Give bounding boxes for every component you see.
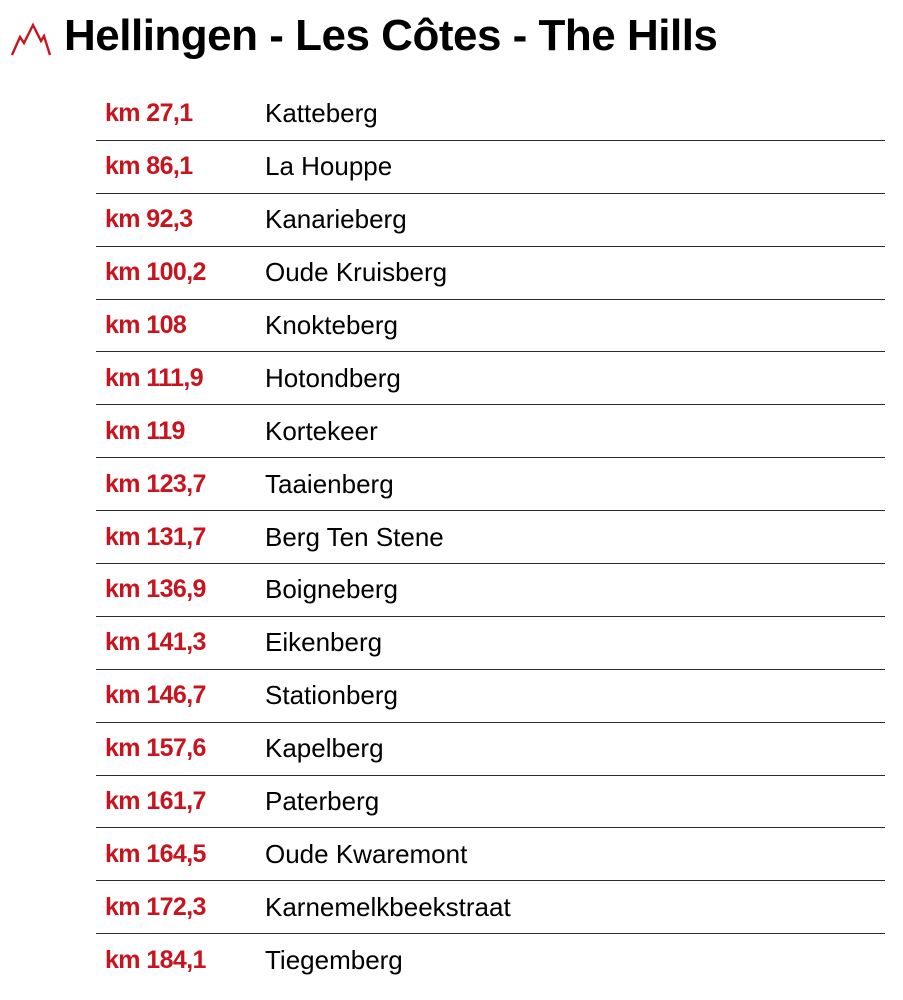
climb-km-marker: km 111,9 <box>105 363 204 392</box>
climb-name: Stationberg <box>265 680 398 711</box>
climb-row <box>96 564 885 617</box>
climb-km-marker: km 136,9 <box>105 575 206 604</box>
climb-row <box>96 934 885 987</box>
climb-km-marker: km 157,6 <box>105 734 206 763</box>
climb-name: Kortekeer <box>265 415 378 446</box>
climb-name: Eikenberg <box>265 627 383 658</box>
climb-name: Hotondberg <box>265 362 401 393</box>
climb-row <box>96 723 885 776</box>
climb-name: Taaienberg <box>265 468 394 499</box>
climb-name: Karnemelkbeekstraat <box>265 891 511 922</box>
climb-row <box>96 776 885 829</box>
climb-name: La Houppe <box>265 151 393 182</box>
climb-row <box>96 511 885 564</box>
climb-name: Knokteberg <box>265 310 398 340</box>
climb-row <box>96 352 885 405</box>
climb-row <box>96 828 885 881</box>
climb-km-marker: km 100,2 <box>105 258 206 287</box>
climb-name: Paterberg <box>265 786 380 817</box>
climb-km-marker: km 119 <box>105 416 185 445</box>
climb-km-marker: km 108 <box>105 311 187 339</box>
climb-row <box>96 247 885 300</box>
climb-name: Oude Kruisberg <box>265 257 448 288</box>
climb-row <box>96 617 885 670</box>
page-header <box>10 6 717 66</box>
climb-row <box>96 670 885 723</box>
climb-km-marker: km 123,7 <box>105 469 206 498</box>
climb-row <box>96 458 885 511</box>
climb-km-marker: km 184,1 <box>105 946 206 975</box>
climb-km-marker: km 164,5 <box>105 839 206 868</box>
climb-km-marker: km 27,1 <box>105 99 193 128</box>
climb-name: Kanarieberg <box>265 204 407 235</box>
climb-km-marker: km 161,7 <box>105 787 206 816</box>
page-title: Hellingen - Les Côtes - The Hills <box>64 11 718 60</box>
climb-row <box>96 405 885 458</box>
climb-km-marker: km 172,3 <box>105 892 206 921</box>
climb-km-marker: km 86,1 <box>105 152 193 181</box>
climb-row <box>96 881 885 934</box>
climb-row <box>96 141 885 194</box>
climb-name: Tiegemberg <box>265 945 403 976</box>
mountain-icon-outline <box>12 25 50 55</box>
climb-km-marker: km 131,7 <box>105 522 206 551</box>
climb-row <box>96 88 885 141</box>
climb-row <box>96 194 885 247</box>
climb-name: Oude Kwaremont <box>265 838 468 869</box>
climb-name: Berg Ten Stene <box>265 521 444 552</box>
climb-km-marker: km 146,7 <box>105 681 206 710</box>
climb-list <box>96 88 885 987</box>
climb-name: Kapelberg <box>265 733 384 764</box>
climb-km-marker: km 141,3 <box>105 628 206 657</box>
climb-row <box>96 300 885 353</box>
climb-name: Katteberg <box>265 98 378 129</box>
mountain-icon <box>10 21 52 57</box>
climb-name: Boigneberg <box>265 574 398 605</box>
climb-km-marker: km 92,3 <box>105 205 193 234</box>
